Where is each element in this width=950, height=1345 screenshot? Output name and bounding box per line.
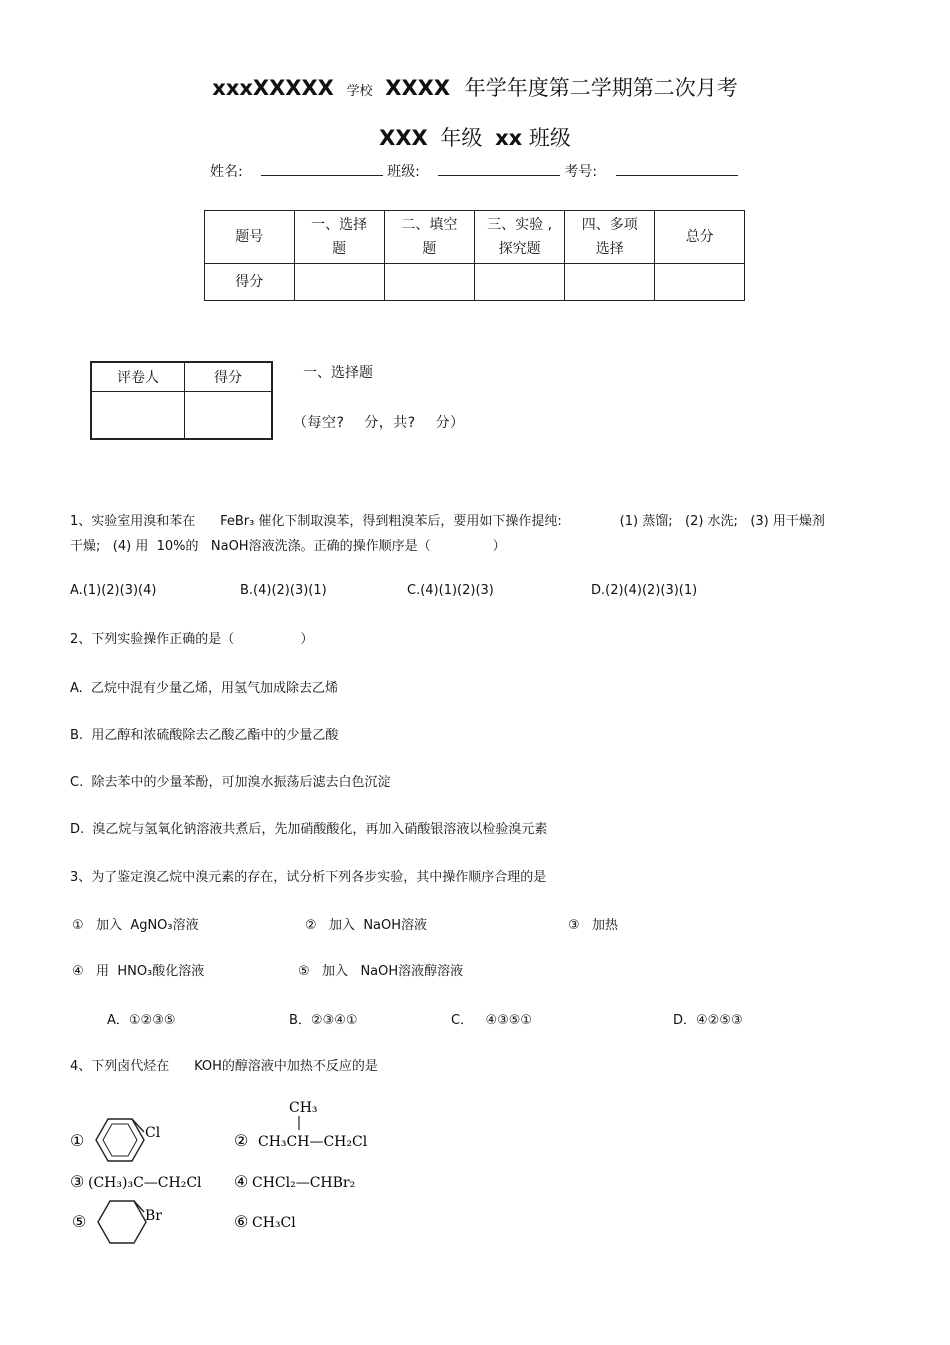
score-cell[interactable] bbox=[384, 264, 474, 301]
q4-item-1-cl: Cl bbox=[145, 1125, 161, 1141]
q4-item-3-formula: (CH₃)₃C—CH₂Cl bbox=[88, 1175, 202, 1191]
grader-name-cell[interactable] bbox=[91, 392, 185, 440]
header-cell-choice: 一、选择 题 bbox=[294, 211, 384, 264]
q2-stem: 2、下列实验操作正确的是（ ） bbox=[70, 632, 314, 647]
q2-option-c: C. 除去苯中的少量苯酚，可加溴水振荡后滤去白色沉淀 bbox=[70, 775, 391, 790]
q4-structures-figure bbox=[66, 1090, 396, 1260]
q4-item-2-formula: CH₃CH—CH₂Cl bbox=[258, 1134, 368, 1150]
q3-stem: 3、为了鉴定溴乙烷中溴元素的存在，试分析下列各步实验，其中操作顺序合理的是 bbox=[70, 870, 547, 885]
header-cell-multi: 四、多项 选择 bbox=[565, 211, 655, 264]
q4-item-3-number: ③ bbox=[70, 1172, 85, 1191]
q1-option-b: B.(4)(2)(3)(1) bbox=[240, 583, 327, 598]
q4-item-6-number: ⑥ bbox=[234, 1212, 249, 1231]
q4-item-1-number: ① bbox=[70, 1131, 85, 1150]
q3-step-2: ② 加入 NaOH溶液 bbox=[305, 918, 428, 933]
q3-option-d: D．④②⑤③ bbox=[673, 1013, 743, 1028]
score-cell[interactable] bbox=[655, 264, 745, 301]
grader-label: 评卷人 bbox=[91, 362, 185, 392]
q3-option-b: B．②③④① bbox=[289, 1013, 358, 1028]
q4-item-2-methyl: CH₃ bbox=[289, 1100, 318, 1116]
q4-item-5-br: Br bbox=[145, 1208, 162, 1224]
q3-option-a: A．①②③⑤ bbox=[107, 1013, 176, 1028]
q3-step-3: ③ 加热 bbox=[568, 918, 619, 933]
q3-option-c: C． ④③⑤① bbox=[451, 1013, 533, 1028]
school-prefix: xxxXXXXX bbox=[212, 76, 334, 100]
grader-score-cell[interactable] bbox=[185, 392, 273, 440]
school-word: 学校 bbox=[346, 84, 373, 99]
header-cell-number: 题号 bbox=[205, 211, 295, 264]
score-cell[interactable] bbox=[474, 264, 564, 301]
id-label: 考号: bbox=[564, 164, 598, 180]
score-cell[interactable] bbox=[294, 264, 384, 301]
q3-step-1: ① 加入 AgNO₃溶液 bbox=[72, 918, 199, 933]
q4-stem: 4、下列卤代烃在 KOH的醇溶液中加热不反应的是 bbox=[70, 1059, 378, 1074]
q3-step-5: ⑤ 加入 NaOH溶液醇溶液 bbox=[298, 964, 464, 979]
q4-item-2-number: ② bbox=[234, 1131, 249, 1150]
score-table-header-row bbox=[205, 211, 745, 264]
grader-table bbox=[90, 361, 273, 440]
q4-item-5-number: ⑤ bbox=[72, 1212, 87, 1231]
class-label: 班级: bbox=[387, 164, 420, 180]
q4-item-4-formula: CHCl₂—CHBr₂ bbox=[252, 1175, 356, 1191]
name-label: 姓名: bbox=[210, 164, 243, 180]
year-code: XXXX bbox=[385, 76, 451, 100]
q4-item-4-number: ④ bbox=[234, 1172, 249, 1191]
grade-word: 年级 bbox=[440, 126, 483, 150]
benzene-ring-icon bbox=[96, 1119, 144, 1161]
class-blank[interactable] bbox=[438, 163, 560, 176]
header-cell-fill: 二、填空 题 bbox=[384, 211, 474, 264]
grade-code: XXX bbox=[379, 126, 428, 150]
q1-option-c: C.(4)(1)(2)(3) bbox=[407, 583, 494, 598]
grade-class-title bbox=[0, 122, 950, 152]
exam-name: 年学年度第二学期第二次月考 bbox=[464, 76, 738, 100]
score-table bbox=[204, 210, 745, 301]
q2-option-a: A. 乙烷中混有少量乙烯，用氢气加成除去乙烯 bbox=[70, 681, 339, 696]
section-note: （每空? 分，共? 分） bbox=[293, 415, 465, 431]
id-blank[interactable] bbox=[616, 163, 738, 176]
q3-step-4: ④ 用 HNO₃酸化溶液 bbox=[72, 964, 205, 979]
name-blank[interactable] bbox=[261, 163, 383, 176]
header-cell-experiment: 三、实验 , 探究题 bbox=[474, 211, 564, 264]
q1-option-d: D.(2)(4)(2)(3)(1) bbox=[591, 583, 698, 598]
student-info-line bbox=[210, 161, 742, 181]
q1-option-a: A.(1)(2)(3)(4) bbox=[70, 583, 157, 598]
q4-item-6-formula: CH₃Cl bbox=[252, 1215, 296, 1231]
header-cell-total: 总分 bbox=[655, 211, 745, 264]
q1-line2: 干燥; (4) 用 10%的 NaOH溶液洗涤。正确的操作顺序是（ ） bbox=[70, 539, 506, 554]
grader-score-label: 得分 bbox=[185, 362, 273, 392]
q1-line1: 1、实验室用溴和苯在 FeBr₃ 催化下制取溴苯，得到粗溴苯后，要用如下操作提纯: (1) 蒸馏; (2) 水洗; (3) 用干燥剂 bbox=[70, 514, 825, 529]
class-code: xx bbox=[495, 126, 523, 150]
exam-title bbox=[0, 72, 950, 102]
section-title: 一、选择题 bbox=[303, 365, 373, 381]
score-cell[interactable] bbox=[565, 264, 655, 301]
q2-option-b: B. 用乙醇和浓硫酸除去乙酸乙酯中的少量乙酸 bbox=[70, 728, 339, 743]
score-table-score-row bbox=[205, 264, 745, 301]
class-word: 班级 bbox=[528, 126, 571, 150]
score-row-label: 得分 bbox=[205, 264, 295, 301]
q2-option-d: D. 溴乙烷与氢氧化钠溶液共煮后，先加硝酸酸化，再加入硝酸银溶液以检验溴元素 bbox=[70, 822, 548, 837]
